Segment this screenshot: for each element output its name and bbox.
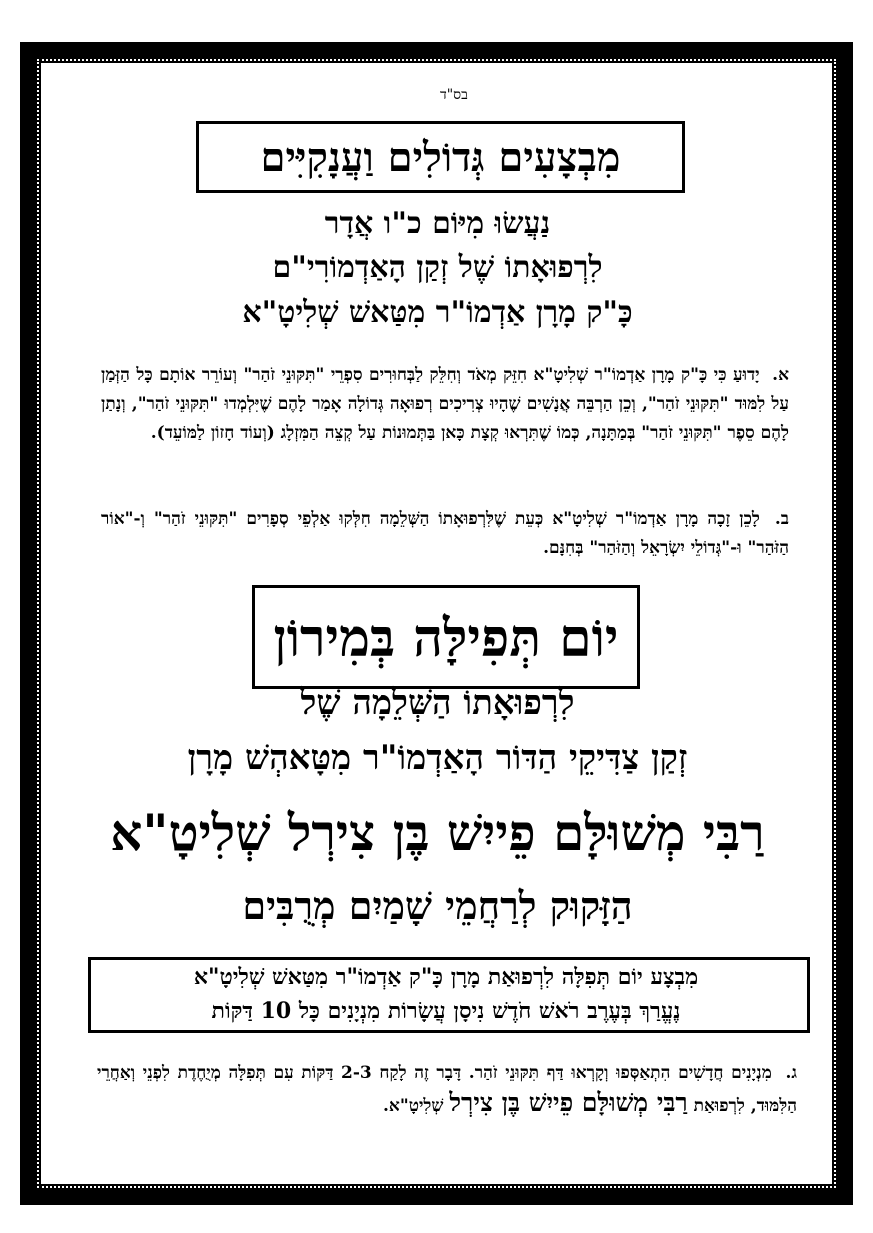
paragraph-a-label: א. [772,365,789,385]
content-panel [40,62,833,1185]
paragraph-a-text: יָדוּעַ כִּי כָּ"ק מָרָן אַדְמוֹ"ר שְׁלִיטָ"א חִזֵּק מְאֹד וְחִלֵּק לַבְּחוּרִים סִפְרֵי "תִּקּוּנֵי זֹהַר" וְעוֹרֵר אוֹתָם כָּל הַזְּמַן עַל לִמּוּד "תִּקּוּנֵי זֹהַר", וְכֵן הַרְבֵּה אֲנָשִׁים שֶׁהָיוּ צְרִיכִים רְפוּאָה גְּדוֹלָה אָמַר לָהֶם שֶׁיִּלְמְדוּ "תִּקּוּנֵי זֹהַר", וְנָתַן לָהֶם סֵפֶר "תִּקּוּנֵי זֹהַר" בְּמַתָּנָה, כְּמוֹ שֶׁתִּרְאוּ קְצָת כָּאן בַּתְּמוּנוֹת עַל קְצֵה הַמִּזְלָג (וְעוֹד חָזוֹן לַמּוֹעֵד). [101,365,789,443]
subtitle-line-2: לִרְפוּאָתוֹ שֶׁל זְקַן הָאַדְמוֹרִי"ם [272,250,603,285]
title-yom-tefila: יוֹם תְּפִילָּה בְּמִירוֹן [273,608,619,669]
paragraph-b-label: ב. [774,509,789,529]
info-box-bottom [88,957,810,1033]
subtitle-line-3: כָּ"ק מָרָן אַדְמוֹ"ר מִטַּאשׁ שְׁלִיטָ"א [242,295,633,330]
paragraph-c-label: ג. [785,1063,797,1083]
subtitle-line-1: נַעֲשׂוּ מִיּוֹם כ"ו אֲדָר [324,206,551,241]
paragraph-c-name: רַבִּי מְשׁוּלָּם פֵייִשׁ בֶּן צִירְל [449,1088,688,1117]
main-line-2: זְקַן צַדִּיקֵי הַדּוֹר הָאַדְמוֹ"ר מִטָּאהְשׁ מָרָן [187,738,688,778]
title-mivtzaim: מִבְצָעִים גְּדוֹלִים וַעֲנָקִיִּים [260,134,621,181]
paragraph-b [101,505,789,563]
title-box-middle [252,585,640,689]
info-box-line-1: מִבְצָע יוֹם תְּפִלָּה לִרְפוּאַת מָרָן כָּ"ק אַדְמוֹ"ר מִטַּאשׁ שְׁלִיטָ"א [193,964,699,990]
paragraph-c-suffix: שְׁלִיטָ"א. [383,1096,444,1116]
paragraph-b-text: לָכֵן זָכָה מָרָן אַדְמוֹ"ר שְׁלִיטָ"א כְּעֵת שֶׁלִּרְפוּאָתוֹ הַשְּׁלֵמָה חִלְּקוּ אַלְפֵי סְפָרִים "תִּקּוּנֵי זֹהַר" וְ-"אוֹר הַזֹּהַר" וּ-"גְּדוֹלֵי יִשְׂרָאֵל וְהַזֹּהַר" בְּחִנָּם. [101,509,789,558]
title-box-top [196,121,685,193]
main-line-4: הַזָּקוּק לְרַחֲמֵי שָׁמַיִם מְרֻבִּים [242,883,633,928]
main-line-1: לִרְפוּאָתוֹ הַשְּׁלֵמָה שֶׁל [300,683,575,723]
paragraph-a [101,361,789,448]
paragraph-c [97,1058,797,1121]
paragraph-c-text: מִנְיָנִים חֲדָשִׁים הִתְאַסְּפוּ וְקָרְאוּ דַּף תִּקּוּנֵי זֹהַר. דָּבָר זֶה לָקַח 2-3 דַּקּוֹת עִם תְּפִלָּה מְיֻחֶדֶת לִפְנֵי וְאַחֲרֵי הַלִּמּוּד, לִרְפוּאַת [97,1063,797,1116]
bsd-header: בס"ד [440,87,468,103]
main-line-name: רַבִּי מְשׁוּלָּם פֵייִשׁ בֶּן צִירְל שְׁלִיטָ"א [110,803,765,862]
info-box-line-2: נֶעֱרַךְ בְּעֶרֶב רֹאשׁ חֹדֶשׁ נִיסָן עֲשָׂרוֹת מִנְיָנִים כָּל 10 דַּקּוֹת [211,998,681,1024]
